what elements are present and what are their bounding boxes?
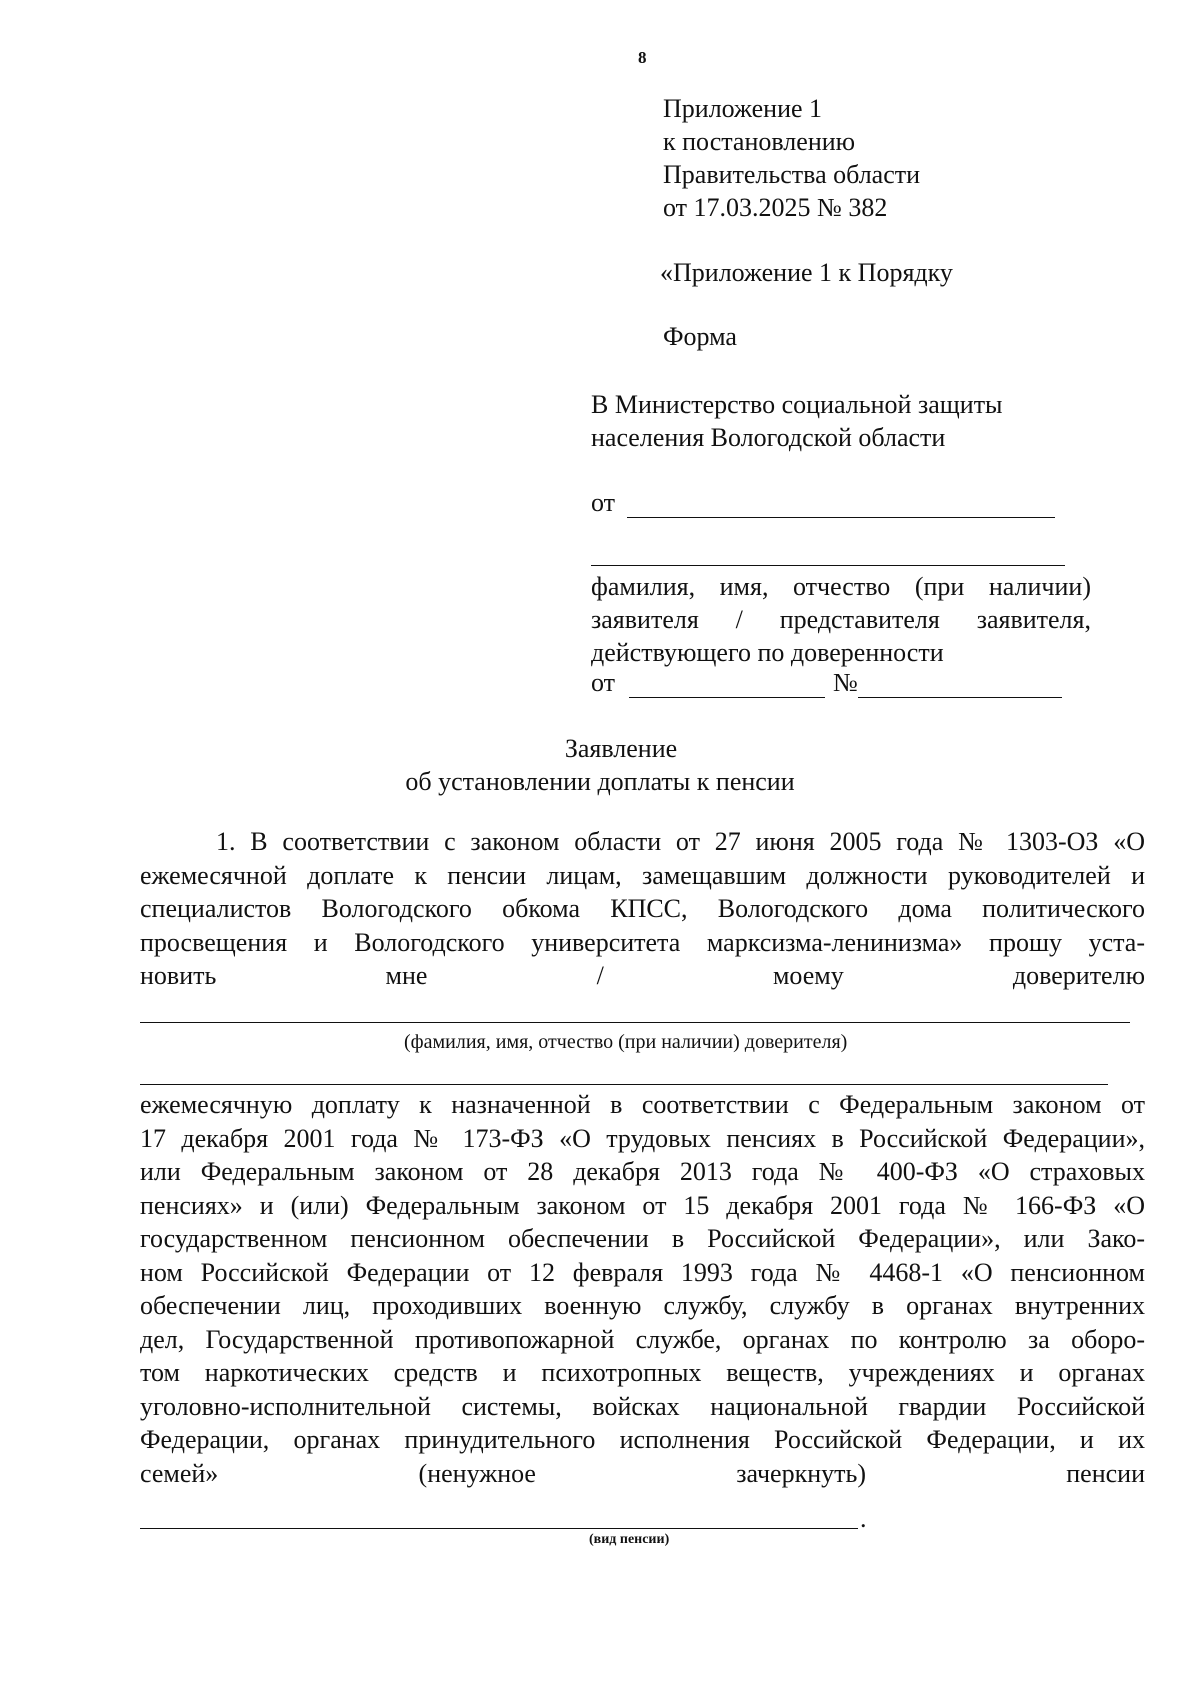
paragraph-line: Федерации, органах принудительного исполнения Российской Федерации, и их [140,1425,1145,1454]
applicant-from-row [591,488,1055,518]
applicant-name-field[interactable] [627,493,1055,518]
paragraph-line: пенсиях» и (или) Федеральным законом от 15 декабря 2001 года № 166-ФЗ «О [140,1190,1145,1220]
paragraph-line: дел, Государственной противопожарной службе, органах по контролю за оборо- [140,1324,1145,1354]
pension-type-caption: (вид пенсии) [589,1532,670,1547]
appendix-to-order: «Приложение 1 к Порядку [660,258,953,287]
pension-type-field[interactable] [140,1528,858,1529]
applicant-caption [591,570,1091,669]
proxy-from-label: от [591,668,616,697]
paragraph-line: ежемесячную доплату к назначенной в соответствии с Федеральным законом от [140,1090,1145,1119]
principal-name-field-line2[interactable] [140,1084,1108,1085]
paragraph-line: том наркотических средств и психотропных веществ, учреждениях и органах [140,1358,1145,1387]
caption-line: заявителя / представителя заявителя, [591,605,1091,634]
paragraph-line: уголовно-исполнительной системы, войсках национальной гвардии Российской [140,1391,1145,1421]
caption-line: фамилия, имя, отчество (при наличии) [591,572,1091,601]
header-line: к постановлению [663,127,856,156]
appendix-header [663,92,920,224]
document-title [0,732,1200,798]
proxy-row [591,668,1062,698]
title-line: Заявление [564,734,678,763]
end-period: . [860,1504,867,1533]
paragraph-line: государственном пенсионном обеспечении в Российской Федерации», или Зако- [140,1224,1145,1253]
paragraph-line: ежемесячной доплате к пенсии лицам, замещавшим должности руководителей и [140,860,1145,890]
header-line: Правительства области [663,160,921,189]
paragraph-2 [140,1088,1145,1490]
addressee-line: населения Вологодской области [591,423,946,452]
principal-name-field[interactable] [140,1022,1130,1023]
applicant-name-field-line2[interactable] [591,565,1065,566]
from-label: от [591,488,616,517]
header-line: Приложение 1 [663,94,823,123]
principal-caption: (фамилия, имя, отчество (при наличии) доверителя) [404,1031,848,1053]
paragraph-line: 1. В соответствии с законом области от 27 июня 2005 года № 1303-ОЗ «О [216,827,1145,856]
proxy-number-label: № [833,668,858,697]
paragraph-line: ном Российской Федерации от 12 февраля 1993 года № 4468-1 «О пенсионном [140,1257,1145,1287]
paragraph-line: специалистов Вологодского обкома КПСС, Вологодского дома политического [140,894,1145,923]
page-number: 8 [638,48,647,67]
addressee-block [591,388,1003,454]
addressee-line: В Министерство социальной защиты [591,390,1003,419]
paragraph-line: семей» (ненужное зачеркнуть) пенсии [140,1458,1145,1488]
paragraph-line: 17 декабря 2001 года № 173-ФЗ «О трудовых пенсиях в Российской Федерации», [140,1123,1145,1153]
paragraph-line: новить мне / моему доверителю [140,961,1145,990]
proxy-date-field[interactable] [629,673,825,698]
paragraph-1 [140,825,1145,993]
header-line: от 17.03.2025 № 382 [663,193,888,222]
proxy-number-field[interactable] [858,673,1062,698]
paragraph-line: просвещения и Вологодского университета марксизма-ленинизма» прошу уста- [140,927,1145,957]
form-label: Форма [663,322,737,351]
paragraph-line: или Федеральным законом от 28 декабря 2013 года № 400-ФЗ «О страховых [140,1157,1145,1186]
caption-line: действующего по доверенности [591,638,944,667]
title-line: об установлении доплаты к пенсии [405,767,795,796]
paragraph-line: обеспечении лиц, проходивших военную службу, службу в органах внутренних [140,1291,1145,1320]
